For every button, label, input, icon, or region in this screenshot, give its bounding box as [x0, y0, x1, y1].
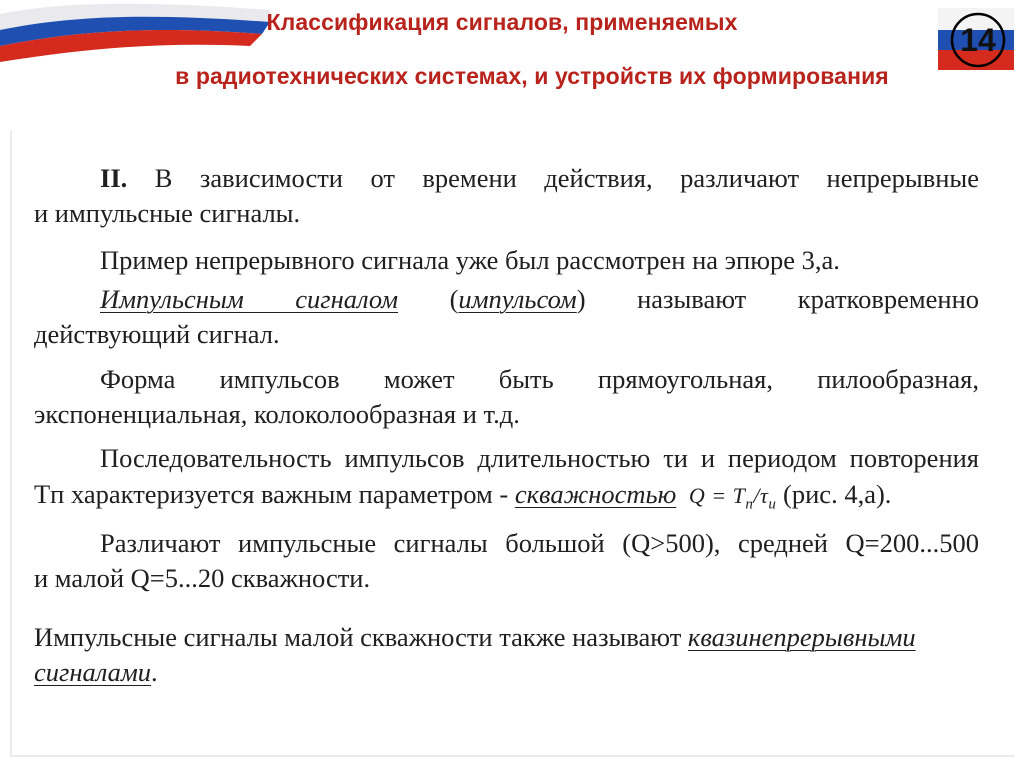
paragraph-pulse-definition [34, 282, 979, 352]
paragraph-text: В зависимости от времени действия, различают непрерывные [154, 163, 979, 193]
paragraph-line [34, 476, 979, 522]
term-quasi-continuous: квазинепрерывными [687, 622, 916, 652]
formula-equals: = [711, 483, 727, 508]
term-duty-cycle: скважностью [514, 479, 677, 509]
paragraph-line [34, 282, 979, 317]
sentence-end: . [151, 657, 158, 687]
paragraph-text: Импульсные сигналы малой скважности также называют [34, 622, 682, 652]
paragraph-text: и импульсные сигналы. [34, 198, 301, 228]
term-pulse: импульсом [458, 284, 577, 314]
paragraph-duty-cycle [34, 441, 979, 522]
paragraph-line [34, 526, 979, 561]
figure-reference: (рис. 4,а). [783, 479, 892, 509]
formula-duration-subscript: и [768, 496, 777, 513]
formula-slash: / [753, 483, 761, 508]
paragraph-line [34, 362, 979, 397]
paragraph-line [34, 561, 979, 596]
term-pulse-signal: Импульсным сигналом [100, 284, 399, 314]
slide-title-line-1: Классификация сигналов, применяемых [266, 9, 738, 35]
paren-open: ( [449, 284, 459, 314]
term-signals: сигналами [34, 657, 152, 687]
paragraph-line [34, 161, 979, 196]
paragraph-text: экспоненциальная, колоколообразная и т.д. [34, 399, 520, 429]
paragraph-line [34, 620, 964, 655]
paragraph-time-classification [34, 161, 979, 231]
formula-q: Q [688, 483, 706, 508]
paragraph-text: Различают импульсные сигналы большой (Q>500), средней Q=200...500 [100, 528, 979, 558]
formula-period-subscript: п [745, 496, 754, 513]
paragraph-text: и малой Q=5...20 скважности. [34, 563, 371, 593]
section-numeral: II. [100, 163, 128, 193]
paragraph-line [34, 243, 979, 278]
paragraph-line [34, 397, 979, 432]
paragraph-line [34, 655, 964, 690]
paragraph-duty-ranges [34, 526, 979, 596]
paragraph-quasi-continuous [34, 620, 964, 690]
paragraph-line [34, 317, 979, 352]
paragraph-text: Последовательность импульсов длительностью τи и периодом повторения [100, 443, 979, 473]
paragraph-text: Пример непрерывного сигнала уже был рассмотрен на эпюре 3,а. [100, 245, 840, 275]
formula-period: T [732, 483, 746, 508]
paragraph-text: Форма импульсов может быть прямоугольная, пилообразная, [100, 364, 979, 394]
paragraph-text: Tп характеризуется важным параметром - [34, 479, 509, 509]
paragraph-line [34, 441, 979, 476]
paragraph-pulse-shapes [34, 362, 979, 432]
formula-duration: τ [760, 483, 769, 508]
bottom-border [10, 755, 1015, 757]
left-border [10, 130, 12, 756]
paragraph-text: действующий сигнал. [34, 319, 280, 349]
paragraph-line [34, 196, 979, 231]
slide-number: 14 [960, 22, 996, 58]
slide-title-line-2: в радиотехнических системах, и устройств их формирования [175, 63, 889, 89]
duty-cycle-formula [683, 483, 777, 513]
paragraph-text: ) называют кратковременно [576, 284, 979, 314]
paragraph-continuous-example [34, 243, 979, 278]
